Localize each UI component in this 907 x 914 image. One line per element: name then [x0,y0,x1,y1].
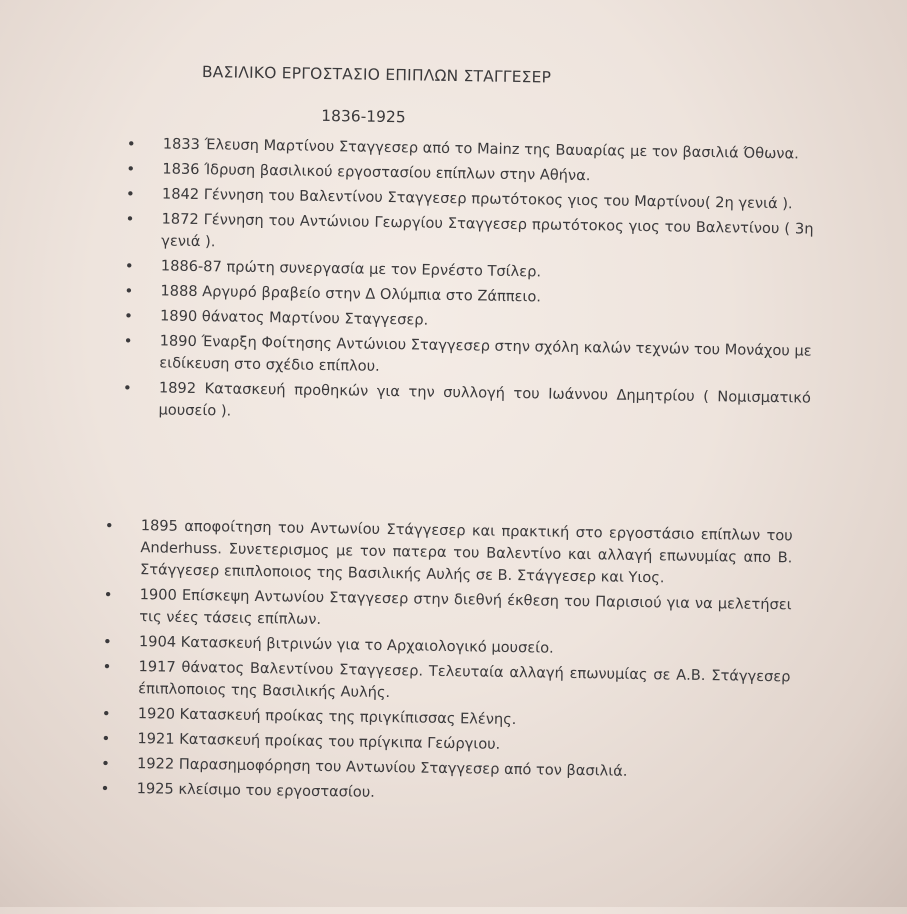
list-item: • 1886-87 πρώτη συνεργασία με τον Ερνέστο Τσίλερ. [123,255,813,288]
list-item: • 1836 Ίδρυση βασιλικού εργοστασίου επίπλων στην Αθήνα. [124,158,814,191]
list-item: • 1872 Γέννηση του Αντώνιου Γεωργίου Σταγγεσερ πρωτότοκος γιος του Βαλεντίνου ( 3η γενιά ). [123,208,814,263]
list-item: • 1833 Έλευση Μαρτίνου Σταγγεσερ από το Mainz της Βαυαρίας με τον βασιλιά Όθωνα. [125,133,815,166]
list-item: • 1842 Γέννηση του Βαλεντίνου Σταγγεσερ πρωτότοκος γιος του Μαρτίνου( 2η γενιά ). [124,183,814,216]
document-title: ΒΑΣΙΛΙΚΟ ΕΡΓΟΣΤΑΣΙΟ ΕΠΙΠΛΩΝ ΣΤΑΓΓΕΣΕΡ [201,63,552,87]
list-item: • 1890 Έναρξη Φοίτησης Αντώνιου Σταγγεσερ στην σχόλη καλών τεχνών του Μονάχου με ειδίκευση στο σχέδιο επίπλου. [121,330,812,385]
list-item: • 1892 Κατασκευή προθηκών για την συλλογή του Ιωάννου Δημητρίου ( Νομισματικό μουσείο ). [120,377,811,432]
list-item: • 1922 Παρασημοφόρηση του Αντωνίου Σταγγεσερ από τον βασιλιά. [99,753,789,786]
timeline-list-part2 [98,515,792,814]
list-item: • 1925 κλείσιμο του εργοστασίου. [98,778,788,811]
list-item: • 1920 Κατασκευή προίκας της πριγκίπισσας Ελένης. [100,703,790,736]
list-item: • 1888 Αργυρό βραβείο στην Δ Ολύμπια στο Ζάππειο. [122,280,812,313]
list-item: • 1904 Κατασκευή βιτρινών για το Αρχαιολογικό μουσείο. [101,631,791,664]
list-item: • 1921 Κατασκευή προίκας του πρίγκιπα Γεώργιου. [99,728,789,761]
list-item: • 1895 αποφοίτηση του Αντωνίου Στάγγεσερ και πρακτική στο εργοστάσιο επίπλων του Anderhuss. Συνετερισμος με τον πατερα του Βαλεντίνο και αλλαγή επωνυμίας απο Β. Στάγγεσερ επιπλοποιος της Βασιλικής Αυλής σε Β. Στάγγεσερ και Υιος. [102,515,793,592]
timeline-list-part1 [120,133,814,435]
list-item: • 1900 Επίσκεψη Αντωνίου Σταγγεσερ στην διεθνή έκθεση του Παρισιού για να μελετήσει τις νέες τάσεις επίπλων. [101,584,792,639]
list-item: • 1917 θάνατος Βαλεντίνου Σταγγεσερ. Τελευταία αλλαγή επωνυμίας σε Α.Β. Στάγγεσερ έπιπλοποιος της Βασιλικής Αυλής. [100,656,791,711]
list-item: • 1890 θάνατος Μαρτίνου Σταγγεσερ. [122,305,812,338]
document-years: 1836-1925 [321,106,406,127]
